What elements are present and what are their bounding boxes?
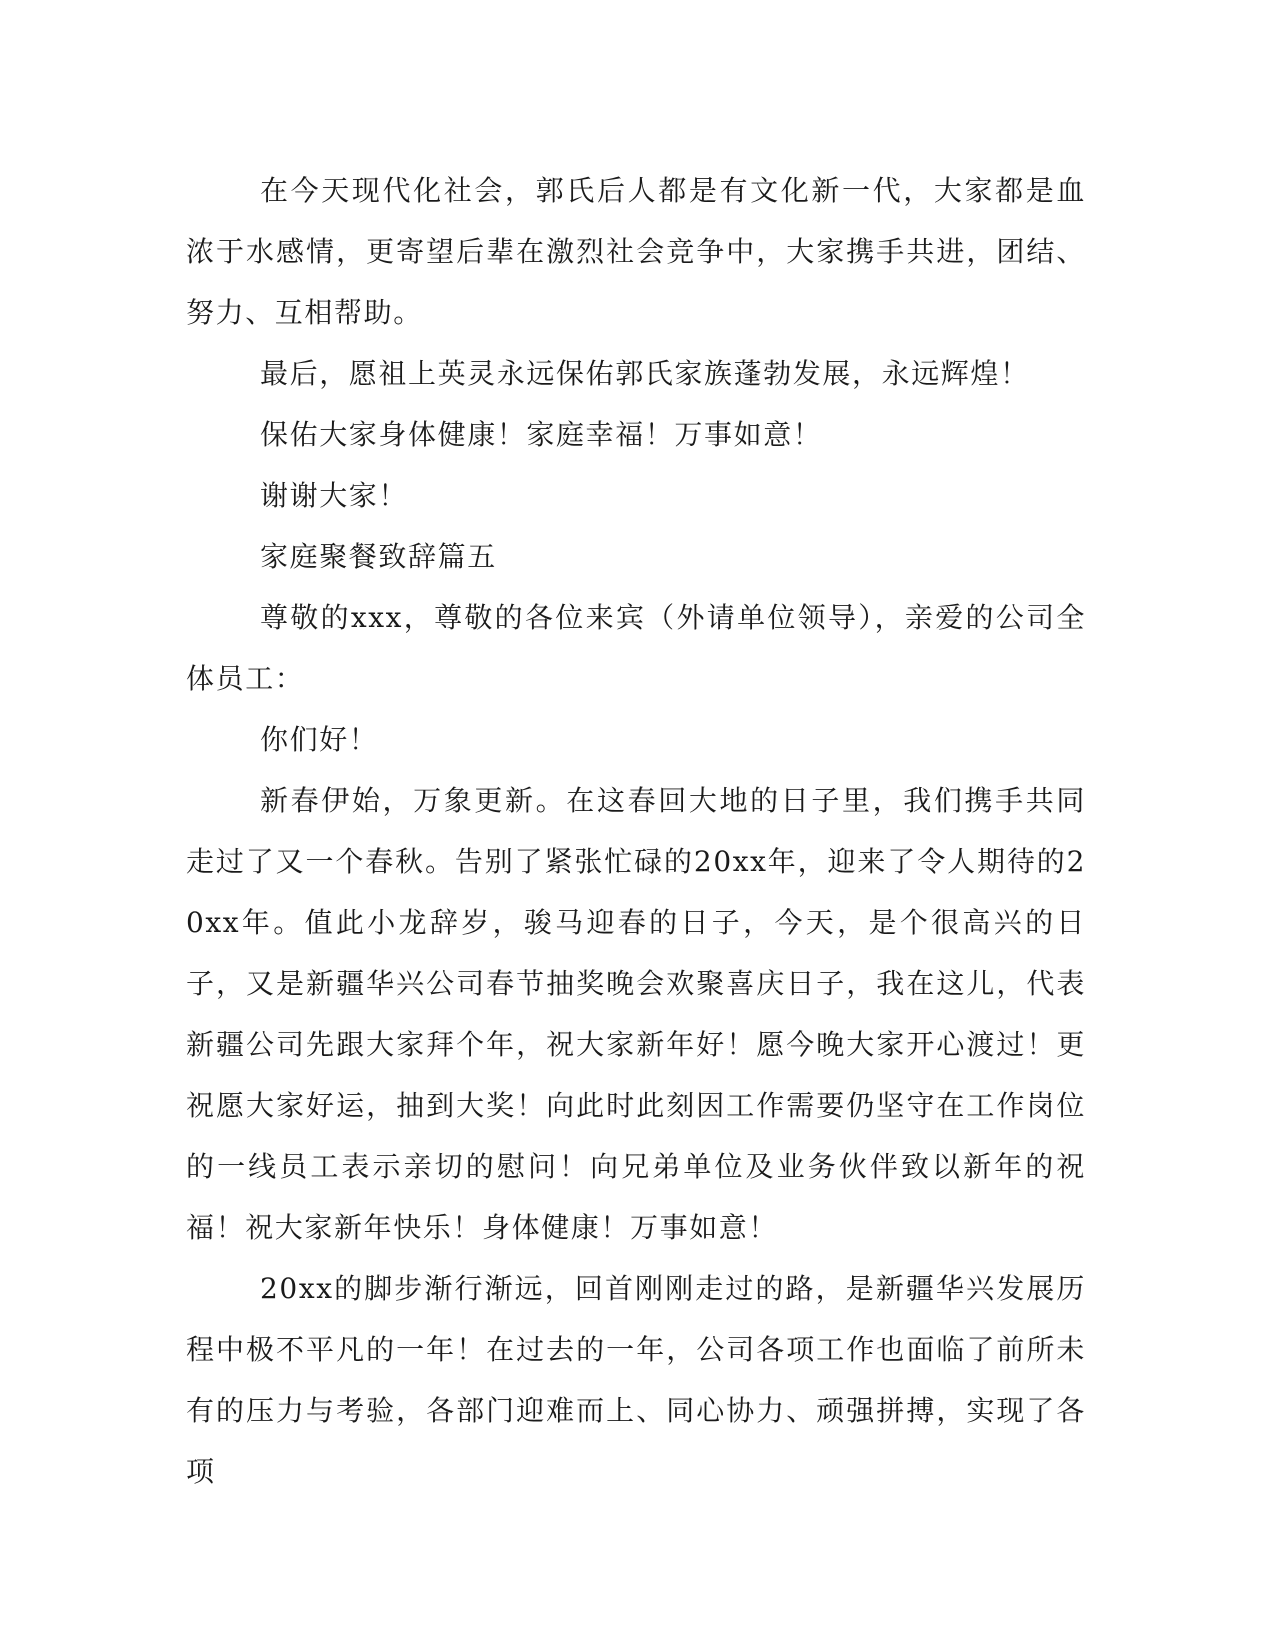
paragraph-year-review: 20xx的脚步渐行渐远，回首刚刚走过的路，是新疆华兴发展历程中极不平凡的一年！在过去的一年，公司各项工作也面临了前所未有的压力与考验，各部门迎难而上、同心协力、顽强拼搏，实现了各项	[186, 1272, 1086, 1488]
paragraph-greeting: 你们好！	[260, 723, 379, 756]
paragraph-salutation: 尊敬的xxx，尊敬的各位来宾（外请单位领导），亲爱的公司全体员工：	[186, 601, 1086, 695]
paragraph-thanks: 谢谢大家！	[260, 479, 409, 512]
paragraph-blessing-ancestors: 最后，愿祖上英灵永远保佑郭氏家族蓬勃发展，永远辉煌！	[260, 357, 1030, 390]
paragraph-family-culture: 在今天现代化社会，郭氏后人都是有文化新一代，大家都是血浓于水感情，更寄望后辈在激烈社会竞争中，大家携手共进，团结、努力、互相帮助。	[186, 174, 1086, 329]
document-body	[186, 160, 1086, 1502]
section-heading: 家庭聚餐致辞篇五	[260, 540, 497, 573]
paragraph-blessing-health: 保佑大家身体健康！家庭幸福！万事如意！	[260, 418, 823, 451]
paragraph-new-year-speech: 新春伊始，万象更新。在这春回大地的日子里，我们携手共同走过了又一个春秋。告别了紧张忙碌的20xx年，迎来了令人期待的20xx年。值此小龙辞岁，骏马迎春的日子，今天，是个很高兴的日子，又是新疆华兴公司春节抽奖晚会欢聚喜庆日子，我在这儿，代表新疆公司先跟大家拜个年，祝大家新年好！愿今晚大家开心渡过！更祝愿大家好运，抽到大奖！向此时此刻因工作需要仍坚守在工作岗位的一线员工表示亲切的慰问！向兄弟单位及业务伙伴致以新年的祝福！祝大家新年快乐！身体健康！万事如意！	[186, 784, 1086, 1244]
